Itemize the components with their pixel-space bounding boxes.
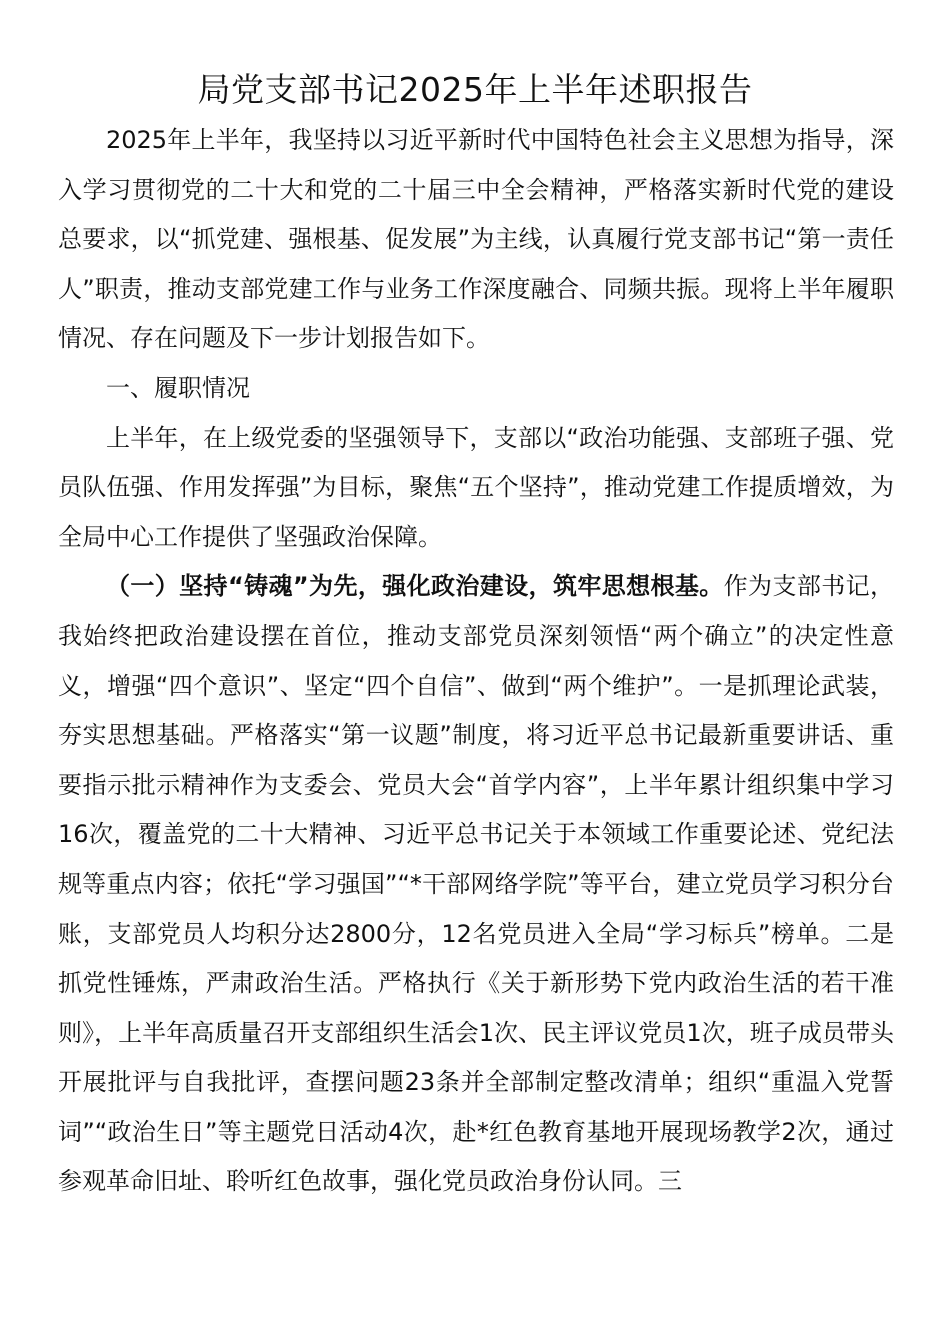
subsection-title: （一）坚持“铸魂”为先，强化政治建设，筑牢思想根基。 xyxy=(106,572,724,601)
section-intro-paragraph: 上半年，在上级党委的坚强领导下，支部以“政治功能强、支部班子强、党员队伍强、作用发挥强”为目标，聚焦“五个坚持”，推动党建工作提质增效，为全局中心工作提供了坚强政治保障。 xyxy=(58,423,894,551)
intro-paragraph: 2025年上半年，我坚持以习近平新时代中国特色社会主义思想为指导，深入学习贯彻党的二十大和党的二十届三中全会精神，严格落实新时代党的建设总要求，以“抓党建、强根基、促发展”为主线，认真履行党支部书记“第一责任人”职责，推动支部党建工作与业务工作深度融合、同频共振。现将上半年履职情况、存在问题及下一步计划报告如下。 xyxy=(58,126,894,353)
section-heading: 一、履职情况 xyxy=(106,373,250,402)
subsection-body: 作为支部书记，我始终把政治建设摆在首位，推动支部党员深刻领悟“两个确立”的决定性意义，增强“四个意识”、坚定“四个自信”、做到“两个维护”。一是抓理论武装，夯实思想基础。严格落实“第一议题”制度，将习近平总书记最新重要讲话、重要指示批示精神作为支委会、党员大会“首学内容”，上半年累计组织集中学习16次，覆盖党的二十大精神、习近平总书记关于本领域工作重要论述、党纪法规等重点内容；依托“学习强国”“*干部网络学院”等平台，建立党员学习积分台账，支部党员人均积分达2800分，12名党员进入全局“学习标兵”榜单。二是抓党性锤炼，严肃政治生活。严格执行《关于新形势下党内政治生活的若干准则》，上半年高质量召开支部组织生活会1次、民主评议党员1次，班子成员带头开展批评与自我批评，查摆问题23条并全部制定整改清单；组织“重温入党誓词”“政治生日”等主题党日活动4次，赴*红色教育基地开展现场教学2次，通过参观革命旧址、聆听红色故事，强化党员政治身份认同。三 xyxy=(58,572,895,1196)
document-body xyxy=(58,116,894,1207)
document-title: 局党支部书记2025年上半年述职报告 xyxy=(197,70,753,109)
subsection-paragraph xyxy=(58,562,894,1207)
